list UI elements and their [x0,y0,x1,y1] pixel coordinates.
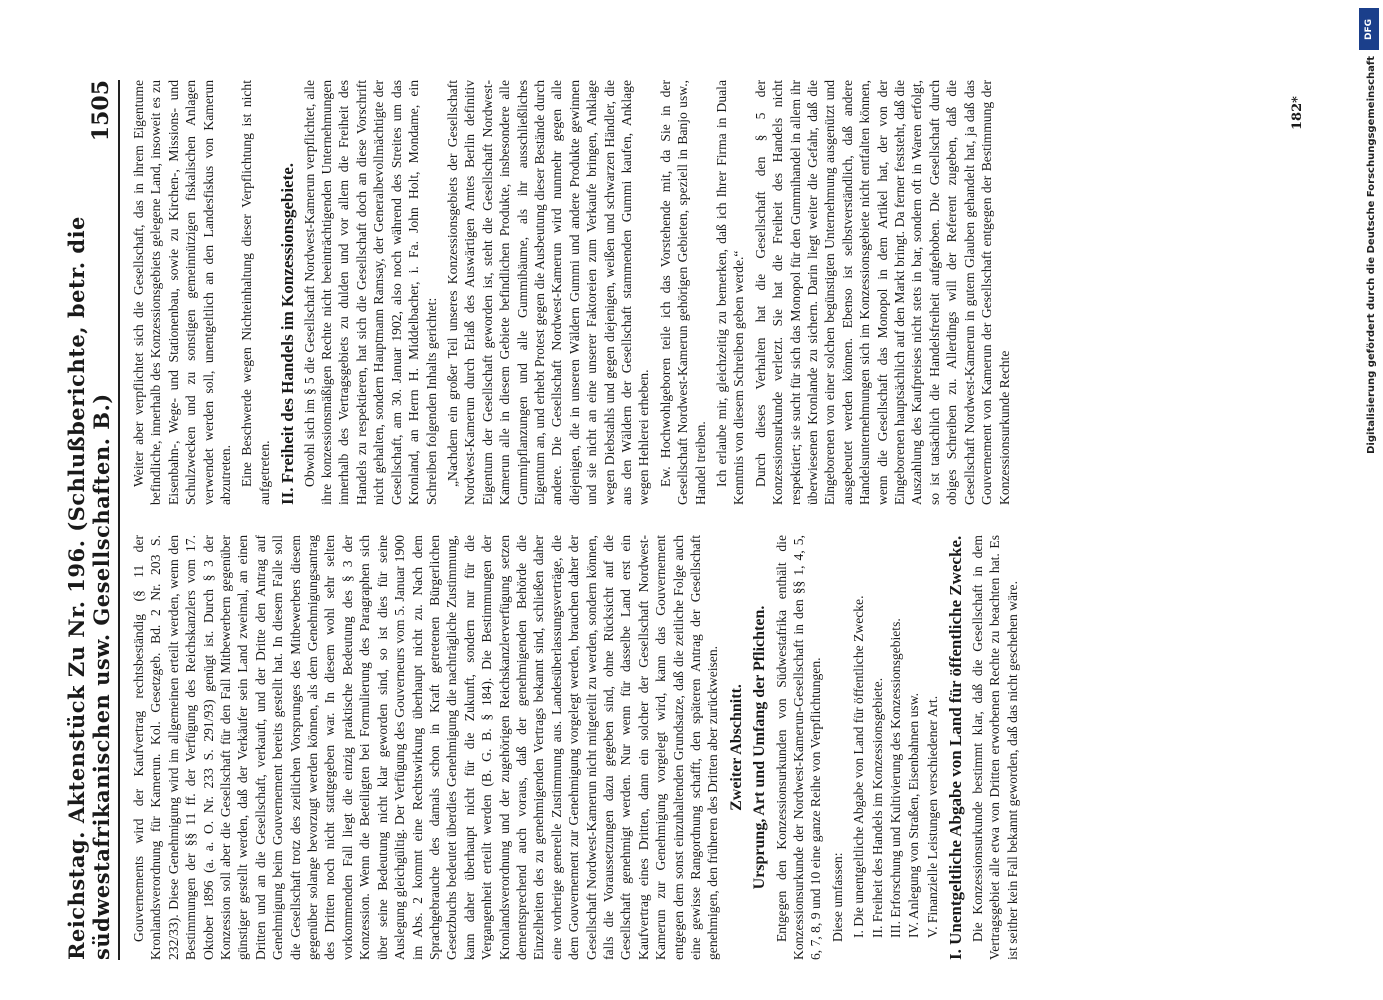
section-subtitle: Ursprung, Art und Umfang der Pflichten. [751,605,769,890]
quoted-letter: Ew. Hochwohlgeboren teile ich das Vorstehende mit, da Sie in der Gesellschaft Nordwest-Kamerun gehörigen Gebieten, speziell in Banjo usw., Handel treiben. [657,80,708,505]
closing-paragraph: Die Konzessionsurkunde bestimmt klar, daß die Gesellschaft in dem Vertragsgebiet alle etwa von Dritten erworbenen Rechte zu beachten hat. Es ist seither kein Fall bekannt geworden, daß das nicht geschehen wäre. [969,535,1020,960]
page-number: 1505 [88,80,114,142]
heading-ii: II. Freiheit des Handels im Konzessionsgebiete. [278,162,298,505]
quoted-letter: Ich erlaube mir, gleichzeitig zu bemerken, daß ich Ihrer Firma in Duala Kenntnis von diesem Schreiben geben werde.“ [714,80,747,505]
rotated-document-page [64,70,1330,970]
body-paragraph: Gouvernements wird der Kaufvertrag rechtsbeständig (§ 11 der Kronlandsverordnung für Kamerun. Kol. Gesetzgeb. Bd. 2 Nr. 203 S. 232/33). Diese Genehmigung wird im allgemeinen erteilt werden, wenn den Bestimmungen der §§ 11 ff. der Verfügung des Reichskanzlers vom 17. Oktober 1896 (a. a. O. Nr. 233 S. 291/93) genügt ist. Durch § 3 der Konzession soll aber die Gesellschaft für den Fall Mitbewerbern gegenüber günstiger gestellt werden, daß der Verkäufer sein Land zweimal, an einen Dritten und an die Gesellschaft, verkauft, und der Dritte den Antrag auf Genehmigung beim Gouvernement bereits gestellt hat. In diesem Falle soll die Gesellschaft trotz des zeitlichen Vorsprunges des Mitbewerbers diesem gegenüber solange bevorzugt werden können, als dem Genehmigungsantrag des Dritten noch nicht stattgegeben war. In diesem wohl sehr selten vorkommenden Fall liegt die einzig praktische Bedeutung des § 3 der Konzession. Wenn die Beteiligten bei Formulierung des Paragraphen sich über seine Bedeutung nicht klar geworden sind, so ist dies für seine Auslegung gleichgültig. Der Verfügung des Gouverneurs vom 5. Januar 1900 im Abs. 2 kommt eine Rechtswirkung überhaupt nicht zu. Nach dem Sprachgebrauche des damals schon in Kraft getretenen Bürgerlichen Gesetzbuchs bedeutet überdies Genehmigung die nachträgliche Zustimmung, kann daher überhaupt nicht für die Zukunft, sondern nur für die Vergangenheit erteilt werden (B. G. B. § 184). Die Bestimmungen der Kronlandsverordnung und der zugehörigen Reichskanzlerverfügung setzen dementsprechend auch voraus, daß der genehmigenden Behörde die Einzelheiten des zu genehmigenden Vertrags bekannt sind, schließen daher eine vorherige generelle Zustimmung aus. Landesüberlassungsverträge, die dem Gouvernement zur Genehmigung vorgelegt werden, brauchen daher der Gesellschaft Nordwest-Kamerun nicht mitgeteilt zu werden, sondern können, falls die Voraussetzungen dazu gegeben sind, ohne Rücksicht auf die Gesellschaft genehmigt werden. Nur wenn für dasselbe Land erst ein Kaufvertrag eines Dritten, dann ein solcher der Gesellschaft Nordwest-Kamerun zur Genehmigung vorgelegt wird, kann das Gouvernement entgegen dem sonst einzuhaltenden Grundsatze, daß die zeitliche Folge auch eine gewisse Rangordnung schafft, den späteren Antrag der Gesellschaft genehmigen, den früheren des Dritten aber zurückweisen. [131,535,721,960]
list-item: V. Finanzielle Leistungen verschiedener Art. [924,695,940,938]
page-header [64,80,120,960]
section-title: Zweiter Abschnitt. [727,684,745,811]
left-column [130,535,1025,960]
signature-mark: 182* [1290,96,1305,130]
right-column [130,80,1017,505]
body-paragraph: Weiter aber verpflichtet sich die Gesellschaft, das in ihrem Eigentume befindliche, innerhalb des Konzessionsgebiets gelegene Land, insoweit es zu Eisenbahn-, Wege- und Stationenbau, sowie zu Kirchen-, Missions- und Schulzwecken und zu sonstigen gemeinnützigen fiskalischen Anlagen verwendet werden soll, unentgeltlich an den Landesfiskus von Kamerun abzutreten. [131,80,234,505]
list-item: I. Die unentgeltliche Abgabe von Land für öffentliche Zwecke. [851,595,867,938]
list-item: III. Erforschung und Kultivierung des Konzessionsgebiets. [888,618,904,938]
body-paragraph: Durch dieses Verhalten hat die Gesellschaft den § 5 der Konzessionsurkunde verletzt. Sie hat die Freiheit des Handels nicht respektiert; sie sucht für sich das Monopol für den Gummihandel in allem ihr überwiesenen Kronlande zu sichern. Darin liegt weiter die Gefahr, daß die Eingeborenen von einer solchen begünstigten Unternehmung ausgenützt und ausgebeutet werden können. Ebenso ist selbstverständlich, daß andere Handelsunternehmungen sich im Konzessionsgebiete nicht entfalten können, wenn die Gesellschaft das Monopol in dem Artikel hat, der von der Eingeborenen hauptsächlich auf den Markt bringt. Da ferner feststeht, daß die Auszahlung des Kaufpreises nicht stets in bar, sondern oft in Waren erfolgt, so ist tatsächlich die Handelsfreiheit aufgehoben. Die Gesellschaft durch obiges Schreiben zu. Allerdings will der Referent zugeben, daß die Gesellschaft Nordwest-Kamerun in gutem Glauben gehandelt hat, ja daß das Gouvernement von Kamerun der Gesellschaft entgegen der Bestimmung der Konzessionsurkunde Rechte [752,80,1012,505]
quoted-letter: „Nachdem ein großer Teil unseres Konzessionsgebiets der Gesellschaft Nordwest-Kamerun durch Erlaß des Auswärtigen Amtes Berlin definitiv Eigentum der Gesellschaft geworden ist, steht die Gesellschaft Nordwest-Kamerun alle in diesem Gebiete befindlichen Produkte, insbesondere alle Gummipflanzungen und alle Gummibäume, als ihr ausschließliches Eigentum an, und erhebt Protest gegen die Ausbeutung dieser Bestände durch andere. Die Gesellschaft Nordwest-Kamerun wird nunmehr gegen alle diejenigen, die in unseren Wäldern Gummi und andere Produkte gewinnen und sie nicht an eine unserer Faktoreien zum Verkaufe bringen, Anklage wegen Diebstahls und gegen diejenigen, weißen und schwarzen Händler, die aus den Wäldern der Gesellschaft stammenden Gummi kaufen, Anklage wegen Hehlerei erheben. [444,80,652,505]
dfg-logo: DFG [1359,8,1379,50]
body-paragraph: Eine Beschwerde wegen Nichteinhaltung dieser Verpflichtung ist nicht aufgetreten. [239,80,272,505]
dfg-credit: Digitalisierung gefördert durch die Deutsche Forschungsgemeinschaft [1366,56,1377,454]
list-intro: Diese umfassen: [829,852,845,942]
dfg-strip [1353,0,1383,1000]
page-title: Reichstag. Aktenstück Zu Nr. 196. (Schlußberichte, betr. die südwestafrikanischen usw. Gesellschaften. B.) [64,216,114,960]
list-item: II. Freiheit des Handels im Konzessionsgebiete. [869,677,885,938]
obligations-list [850,535,941,960]
heading-i: I. Unentgeltliche Abgabe von Land für öffentliche Zwecke. [946,535,966,960]
intro-paragraph: Entgegen den Konzessionsurkunden von Südwestafrika enthält die Konzessionsurkunde der Nordwest-Kamerun-Gesellschaft in den §§ 1, 4, 5, 6, 7, 8, 9 und 10 eine ganze Reihe von Verpflichtungen. [773,535,824,960]
body-paragraph: Obwohl sich im § 5 die Gesellschaft Nordwest-Kamerun verpflichtet, alle ihre konzessionsmäßigen Rechte nicht beeinträchtigenden Unternehmungen innerhalb des Vertragsgebiets zu dulden und vor allem die Freiheit des Handels zu respektieren, hat sich die Gesellschaft doch an diese Vorschrift nicht gehalten, sondern Hauptmann Ramsay, der Generalbevollmächtigte der Gesellschaft, am 30. Januar 1902, also noch während des Streites um das Kronland, an Herrn H. Middelbacher, i. Fa. John Holt, Mondame, ein Schreiben folgenden Inhalts gerichtet: [301,80,439,505]
list-item: IV. Anlegung von Straßen, Eisenbahnen usw. [906,692,922,938]
